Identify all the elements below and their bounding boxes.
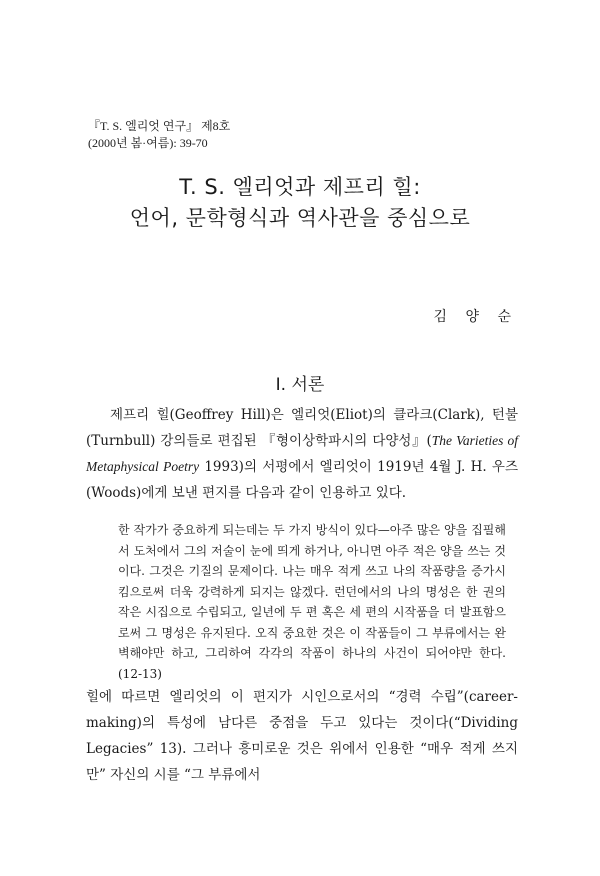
title-line-2: 언어, 문학형식과 역사관을 중심으로	[129, 206, 471, 230]
block-quote: 한 작가가 중요하게 되는데는 두 가지 방식이 있다—아주 많은 양을 집필해서 도처에서 그의 저술이 눈에 띄게 하거나, 아니면 아주 적은 양을 쓰는 것이다. 그것은 기질의 문제이다. 나는 매우 적게 쓰고 나의 작품량을 증가시킴으로써 더욱 강력하게 되지는 않겠다. 런던에서의 나의 명성은 한 권의 작은 시집으로 수립되고, 일년에 두 편 혹은 세 편의 시작품을 더 발표함으로써 그 명성은 유지된다. 오직 중요한 것은 이 작품들이 그 부류에서는 완벽해야만 하고, 그리하여 각각의 작품이 하나의 사건이 되어야만 한다. (12-13)	[118, 523, 506, 681]
article-title	[0, 172, 600, 234]
body-paragraph: 힐에 따르면 엘리엇의 이 편지가 시인으로서의 “경력 수립”(career-making)의 특성에 남다른 중점을 두고 있다는 것이다(“Dividing Legacies” 13). 그러나 흥미로운 것은 위에서 인용한 “매우 적게 쓰지만” 자신의 시를 “그 부류에서	[86, 689, 518, 783]
journal-line-2: (2000년 봄·여름): 39-70	[88, 136, 208, 150]
book-title-italic: The Varieties of Metaphysical Poetry	[86, 433, 518, 474]
journal-citation	[88, 118, 230, 152]
intro-paragraph	[86, 402, 518, 506]
journal-line-1: 『T. S. 엘리엇 연구』 제8호	[88, 119, 231, 133]
title-line-1: T. S. 엘리엇과 제프리 힐:	[179, 175, 421, 199]
intro-text-b: 1993)의 서평에서 엘리엇이 1919년 4월 J. H. 우즈(Woods)에게 보낸 편지를 다음과 같이 인용하고 있다.	[86, 459, 518, 501]
author-name: 김 양 순	[433, 309, 518, 325]
intro-text-a: 제프리 힐(Geoffrey Hill)은 엘리엇(Eliot)의 클라크(Clark), 턴불(Turnbull) 강의들로 편집된 『형이상학파시의 다양성』(	[86, 407, 518, 449]
section-heading: I. 서론	[275, 375, 325, 395]
